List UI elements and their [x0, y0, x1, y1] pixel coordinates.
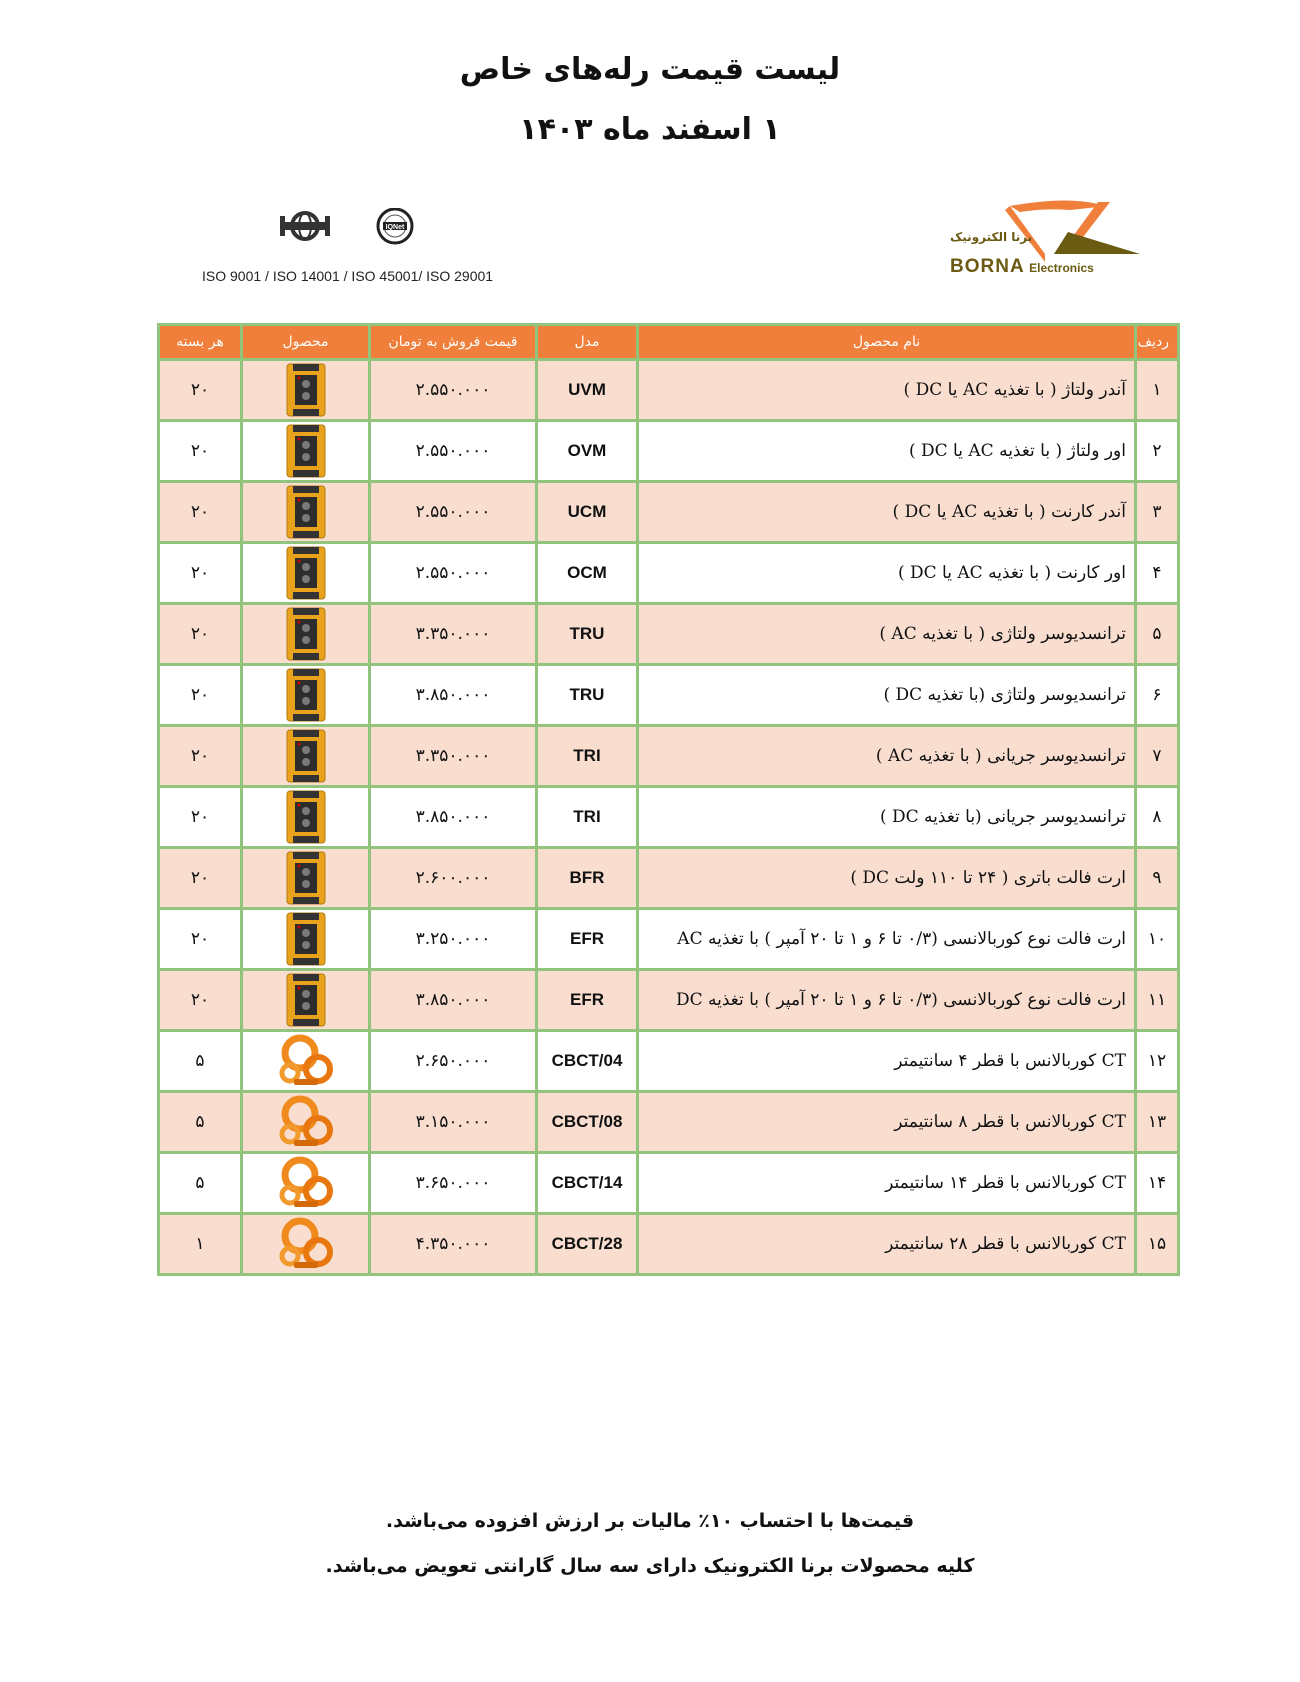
product-image [242, 1214, 370, 1275]
row-index: ۲ [1136, 421, 1179, 482]
relay-icon [283, 423, 329, 479]
pack-quantity: ۲۰ [159, 543, 242, 604]
product-name: ترانسدیوسر ولتاژی (با تغذیه DC ) [638, 665, 1136, 726]
product-name: ارت فالت نوع کوربالانسی (۰/۳ تا ۶ و ۱ تا ۲۰ آمپر ) با تغذیه AC [638, 909, 1136, 970]
pack-quantity: ۲۰ [159, 665, 242, 726]
product-name: CT کوربالانس با قطر ۲۸ سانتیمتر [638, 1214, 1136, 1275]
row-index: ۶ [1136, 665, 1179, 726]
relay-icon [283, 728, 329, 784]
product-image [242, 665, 370, 726]
row-index: ۹ [1136, 848, 1179, 909]
warranty-note: کلیه محصولات برنا الکترونیک دارای سه سال گارانتی تعویض می‌باشد. [325, 1555, 975, 1577]
relay-icon [283, 667, 329, 723]
product-price: ۲.۵۵۰.۰۰۰ [370, 421, 537, 482]
iqnet-seal-icon [378, 209, 412, 243]
product-name: آندر کارنت ( با تغذیه AC یا DC ) [638, 482, 1136, 543]
product-model: EFR [537, 909, 638, 970]
relay-icon [283, 911, 329, 967]
relay-icon [283, 545, 329, 601]
product-name: اور ولتاژ ( با تغذیه AC یا DC ) [638, 421, 1136, 482]
product-image [242, 421, 370, 482]
pack-quantity: ۱ [159, 1214, 242, 1275]
page-date: ۱ اسفند ماه ۱۴۰۳ [519, 112, 781, 147]
product-price: ۲.۶۰۰.۰۰۰ [370, 848, 537, 909]
relay-icon [283, 850, 329, 906]
col-header-name: نام محصول [638, 325, 1136, 360]
product-name: CT کوربالانس با قطر ۸ سانتیمتر [638, 1092, 1136, 1153]
table-row [159, 665, 1179, 726]
table-row [159, 848, 1179, 909]
product-model: OVM [537, 421, 638, 482]
brand-name-fa: برنا الکترونیک [950, 230, 1033, 244]
product-model: TRI [537, 787, 638, 848]
pack-quantity: ۲۰ [159, 726, 242, 787]
product-price: ۳.۱۵۰.۰۰۰ [370, 1092, 537, 1153]
product-image [242, 543, 370, 604]
col-header-index: ردیف [1136, 325, 1179, 360]
row-index: ۷ [1136, 726, 1179, 787]
pack-quantity: ۲۰ [159, 421, 242, 482]
svg-text:IQNet: IQNet [385, 224, 405, 231]
pack-quantity: ۲۰ [159, 604, 242, 665]
table-row [159, 1092, 1179, 1153]
col-header-product: محصول [242, 325, 370, 360]
product-model: TRU [537, 604, 638, 665]
product-image [242, 848, 370, 909]
product-price: ۳.۸۵۰.۰۰۰ [370, 787, 537, 848]
brand-word: BORNA [950, 256, 1025, 277]
table-row [159, 482, 1179, 543]
row-index: ۱۴ [1136, 1153, 1179, 1214]
row-index: ۱۲ [1136, 1031, 1179, 1092]
product-model: EFR [537, 970, 638, 1031]
relay-icon [283, 484, 329, 540]
table-row [159, 1031, 1179, 1092]
product-image [242, 1153, 370, 1214]
product-name: ترانسدیوسر جریانی (با تغذیه DC ) [638, 787, 1136, 848]
product-image [242, 360, 370, 421]
pack-quantity: ۲۰ [159, 482, 242, 543]
product-price: ۳.۸۵۰.۰۰۰ [370, 970, 537, 1031]
product-model: UCM [537, 482, 638, 543]
pack-quantity: ۲۰ [159, 909, 242, 970]
col-header-pack: هر بسته [159, 325, 242, 360]
product-image [242, 482, 370, 543]
pack-quantity: ۲۰ [159, 848, 242, 909]
product-name: CT کوربالانس با قطر ۱۴ سانتیمتر [638, 1153, 1136, 1214]
pack-quantity: ۵ [159, 1031, 242, 1092]
tax-note: قیمت‌ها با احتساب ۱۰٪ مالیات بر ارزش افزوده می‌باشد. [385, 1510, 915, 1532]
iso-standards: ISO 9001 / ISO 14001 / ISO 45001/ ISO 29001 [202, 268, 494, 284]
product-name: ترانسدیوسر ولتاژی ( با تغذیه AC ) [638, 604, 1136, 665]
product-name: CT کوربالانس با قطر ۴ سانتیمتر [638, 1031, 1136, 1092]
product-name: آندر ولتاژ ( با تغذیه AC یا DC ) [638, 360, 1136, 421]
price-table [157, 323, 1180, 1276]
product-image [242, 909, 370, 970]
product-model: TRI [537, 726, 638, 787]
product-image [242, 970, 370, 1031]
relay-icon [283, 362, 329, 418]
table-header-row [159, 325, 1179, 360]
product-price: ۳.۲۵۰.۰۰۰ [370, 909, 537, 970]
product-model: CBCT/14 [537, 1153, 638, 1214]
product-image [242, 726, 370, 787]
row-index: ۱۵ [1136, 1214, 1179, 1275]
product-price: ۳.۶۵۰.۰۰۰ [370, 1153, 537, 1214]
row-index: ۸ [1136, 787, 1179, 848]
page-title: لیست قیمت رله‌های خاص [459, 52, 841, 87]
product-image [242, 604, 370, 665]
table-row [159, 604, 1179, 665]
col-header-model: مدل [537, 325, 638, 360]
product-image [242, 787, 370, 848]
pack-quantity: ۵ [159, 1092, 242, 1153]
product-model: TRU [537, 665, 638, 726]
table-row [159, 1214, 1179, 1275]
pack-quantity: ۲۰ [159, 970, 242, 1031]
product-price: ۳.۳۵۰.۰۰۰ [370, 726, 537, 787]
product-model: OCM [537, 543, 638, 604]
table-row [159, 726, 1179, 787]
table-row [159, 421, 1179, 482]
table-row [159, 360, 1179, 421]
relay-icon [283, 789, 329, 845]
relay-icon [283, 606, 329, 662]
row-index: ۱ [1136, 360, 1179, 421]
product-price: ۲.۵۵۰.۰۰۰ [370, 543, 537, 604]
ct-ring-icon [276, 1094, 336, 1150]
product-name: ترانسدیوسر جریانی ( با تغذیه AC ) [638, 726, 1136, 787]
row-index: ۳ [1136, 482, 1179, 543]
col-header-price: قیمت فروش به تومان [370, 325, 537, 360]
product-price: ۳.۸۵۰.۰۰۰ [370, 665, 537, 726]
product-price: ۲.۵۵۰.۰۰۰ [370, 482, 537, 543]
brand-suffix: Electronics [1029, 261, 1094, 275]
product-name: اور کارنت ( با تغذیه AC یا DC ) [638, 543, 1136, 604]
pack-quantity: ۲۰ [159, 787, 242, 848]
product-model: CBCT/04 [537, 1031, 638, 1092]
ct-ring-icon [276, 1155, 336, 1211]
product-name: ارت فالت نوع کوربالانسی (۰/۳ تا ۶ و ۱ تا ۲۰ آمپر ) با تغذیه DC [638, 970, 1136, 1031]
table-row [159, 909, 1179, 970]
product-price: ۳.۳۵۰.۰۰۰ [370, 604, 537, 665]
row-index: ۱۳ [1136, 1092, 1179, 1153]
ct-ring-icon [276, 1216, 336, 1272]
product-image [242, 1031, 370, 1092]
product-price: ۴.۳۵۰.۰۰۰ [370, 1214, 537, 1275]
cert-globe-icon [280, 213, 330, 239]
row-index: ۱۱ [1136, 970, 1179, 1031]
row-index: ۵ [1136, 604, 1179, 665]
certification-logos [280, 208, 440, 258]
product-image [242, 1092, 370, 1153]
table-row [159, 543, 1179, 604]
table-row [159, 1153, 1179, 1214]
table-row [159, 787, 1179, 848]
product-model: BFR [537, 848, 638, 909]
brand-name-en [950, 256, 1094, 278]
product-name: ارت فالت باتری ( ۲۴ تا ۱۱۰ ولت DC ) [638, 848, 1136, 909]
ct-ring-icon [276, 1033, 336, 1089]
product-model: CBCT/28 [537, 1214, 638, 1275]
table-row [159, 970, 1179, 1031]
row-index: ۱۰ [1136, 909, 1179, 970]
product-model: UVM [537, 360, 638, 421]
row-index: ۴ [1136, 543, 1179, 604]
pack-quantity: ۲۰ [159, 360, 242, 421]
relay-icon [283, 972, 329, 1028]
pack-quantity: ۵ [159, 1153, 242, 1214]
product-model: CBCT/08 [537, 1092, 638, 1153]
product-price: ۲.۵۵۰.۰۰۰ [370, 360, 537, 421]
product-price: ۲.۶۵۰.۰۰۰ [370, 1031, 537, 1092]
